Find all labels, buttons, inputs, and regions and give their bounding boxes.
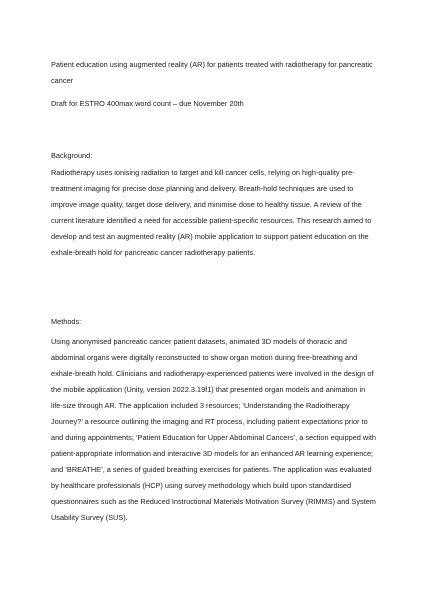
section-heading-background: Background: [51,151,93,160]
draft-note: Draft for ESTRO 400max word count – due November 20th [51,99,244,108]
section-body-background: Radiotherapy uses ionising radiation to target and kill cancer cells, relying on high-quality pre-treatment imaging for precise dose planning and delivery. Breath-hold techniques are used to improve image quality, target dose delivery, and minimise dose to healthy tissue. A review of the current literature identified a need for accessible patient-specific resources. This research aimed to develop and test an augmented reality (AR) mobile application to support patient education on the exhale-breath hold for pancreatic cancer radiotherapy patients. [51,168,372,257]
section-body-methods: Using anonymised pancreatic cancer patient datasets, animated 3D models of thoracic and abdominal organs were digitally reconstructed to show organ motion during free-breathing and exhale-breath hold. Clinicians and radiotherapy-experienced patients were involved in the design of the mobile application (Unity, version 2022.3.19f1) that presented organ models and animation in life-size through AR. The application included 3 resources; ‘Understanding the Radiotherapy Journey?’ a resource outlining the imaging and RT process, including patient expectations prior to and during appointments; ‘Patient Education for Upper Abdominal Cancers’, a section equipped with patient-appropriate information and interactive 3D models for an enhanced AR learning experience; and ‘BREATHE’, a series of guided breathing exercises for patients. The application was evaluated by healthcare professionals (HCP) using survey methodology which build upon standardised questionnaires such as the Reduced Instructional Materials Motivation Survey (RIMMS) and System Usability Survey (SUS). [51,337,376,522]
section-heading-methods: Methods: [51,317,82,326]
document-title: Patient education using augmented reality (AR) for patients treated with radiotherapy for pancreatic cancer [51,60,373,85]
